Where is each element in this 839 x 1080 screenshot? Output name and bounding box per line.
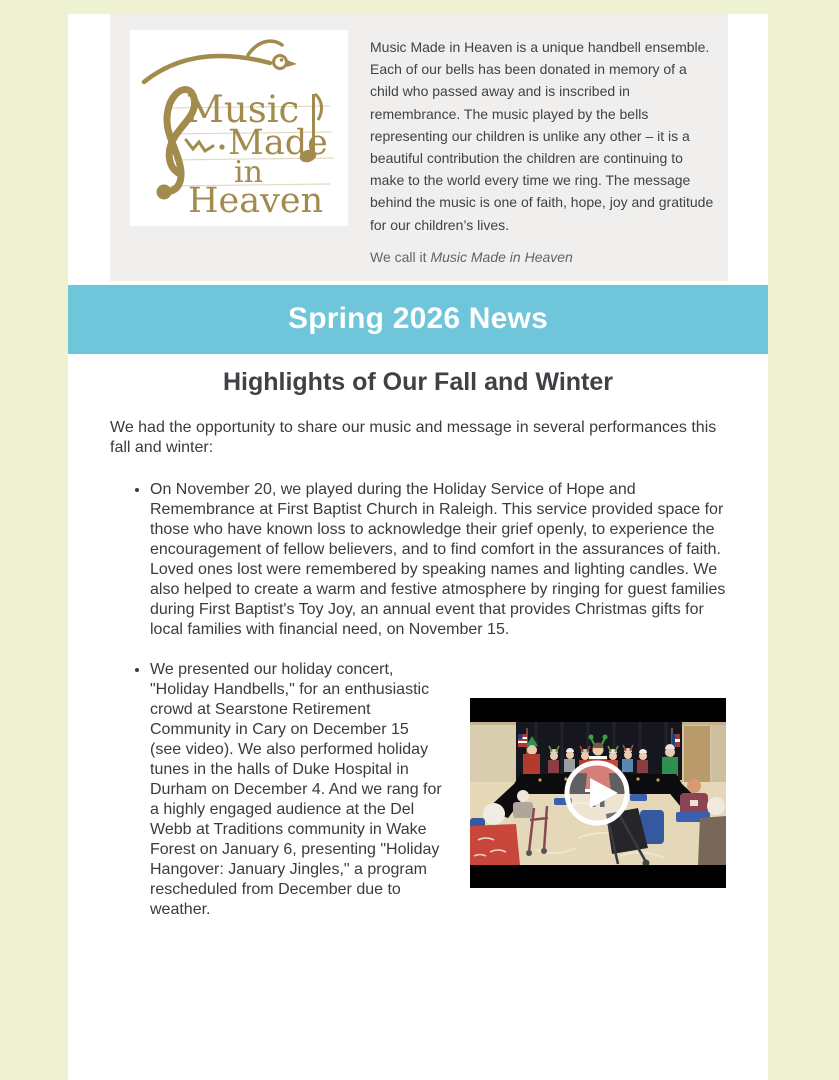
- email-container: [68, 14, 768, 1080]
- header-copy: [370, 30, 716, 265]
- logo-wordmark: [186, 88, 328, 221]
- section-intro: We had the opportunity to share our music and message in several performances this fall and winter:: [110, 418, 717, 456]
- play-button[interactable]: [567, 763, 627, 823]
- list-item: [150, 660, 726, 920]
- video-thumbnail[interactable]: [470, 698, 726, 888]
- tagline-name: Music Made in Heaven: [430, 248, 573, 265]
- svg-text:Music: Music: [186, 88, 300, 131]
- list-item: • On November 20, we played during the Holiday Service of Hope and Remembrance at First Baptist Church in Raleigh. This service provided space for those who have known loss to acknowledge their grief openly, to experience the encouragement of fellow believers, and to find comfort in the assurances of faith. Loved ones lost were remembered by speaking names and lighting candles. We also helped to create a warm and festive atmosphere by ringing for guest families during First Baptist's Toy Joy, an annual event that provides Christmas gifts for local families with financial need, on November 15.: [150, 480, 726, 640]
- banner: [68, 285, 768, 354]
- dove-icon: [144, 41, 297, 82]
- section-title: Highlights of Our Fall and Winter: [222, 367, 614, 396]
- banner-title: Spring 2026 News: [288, 302, 548, 336]
- squiggle-decoration: [186, 140, 225, 151]
- logo: [130, 30, 348, 226]
- video-scene: [470, 698, 726, 888]
- bullet-text: • We presented our holiday concert, "Holiday Handbells," for an enthusiastic crowd at Searstone Retirement Community in Cary on December 15 (see video). We also performed holiday tunes in the halls of Duke Hospital in Durham on December 4. And we rang for a highly engaged audience at the Del Webb at Traditions community in Wake Forest on January 6, presenting "Holiday Hangover: January Jingles," a program rescheduled from December due to weather.: [150, 660, 442, 918]
- bullet-with-video: [150, 660, 726, 920]
- intro-paragraph: Music Made in Heaven is a unique handbell ensemble. Each of our bells has been donated in memory of a child who passed away and is inscribed in remembrance. The music played by the bells representing our children is unlike any other – it is a beautiful contribution the children are continuing to make to the world every time we ring. The message behind the music is one of faith, hope, joy and gratitude for our children’s lives.: [370, 39, 714, 233]
- tagline: [370, 249, 716, 265]
- music-made-in-heaven-logo-image: [130, 30, 348, 226]
- tagline-prefix: We call it: [370, 248, 431, 265]
- highlights-list: [110, 480, 726, 920]
- svg-text:Heaven: Heaven: [188, 181, 324, 221]
- main-content: [68, 354, 768, 980]
- svg-text:in: in: [234, 155, 263, 190]
- newsletter-header: [110, 14, 728, 281]
- svg-text:Made: Made: [228, 123, 328, 163]
